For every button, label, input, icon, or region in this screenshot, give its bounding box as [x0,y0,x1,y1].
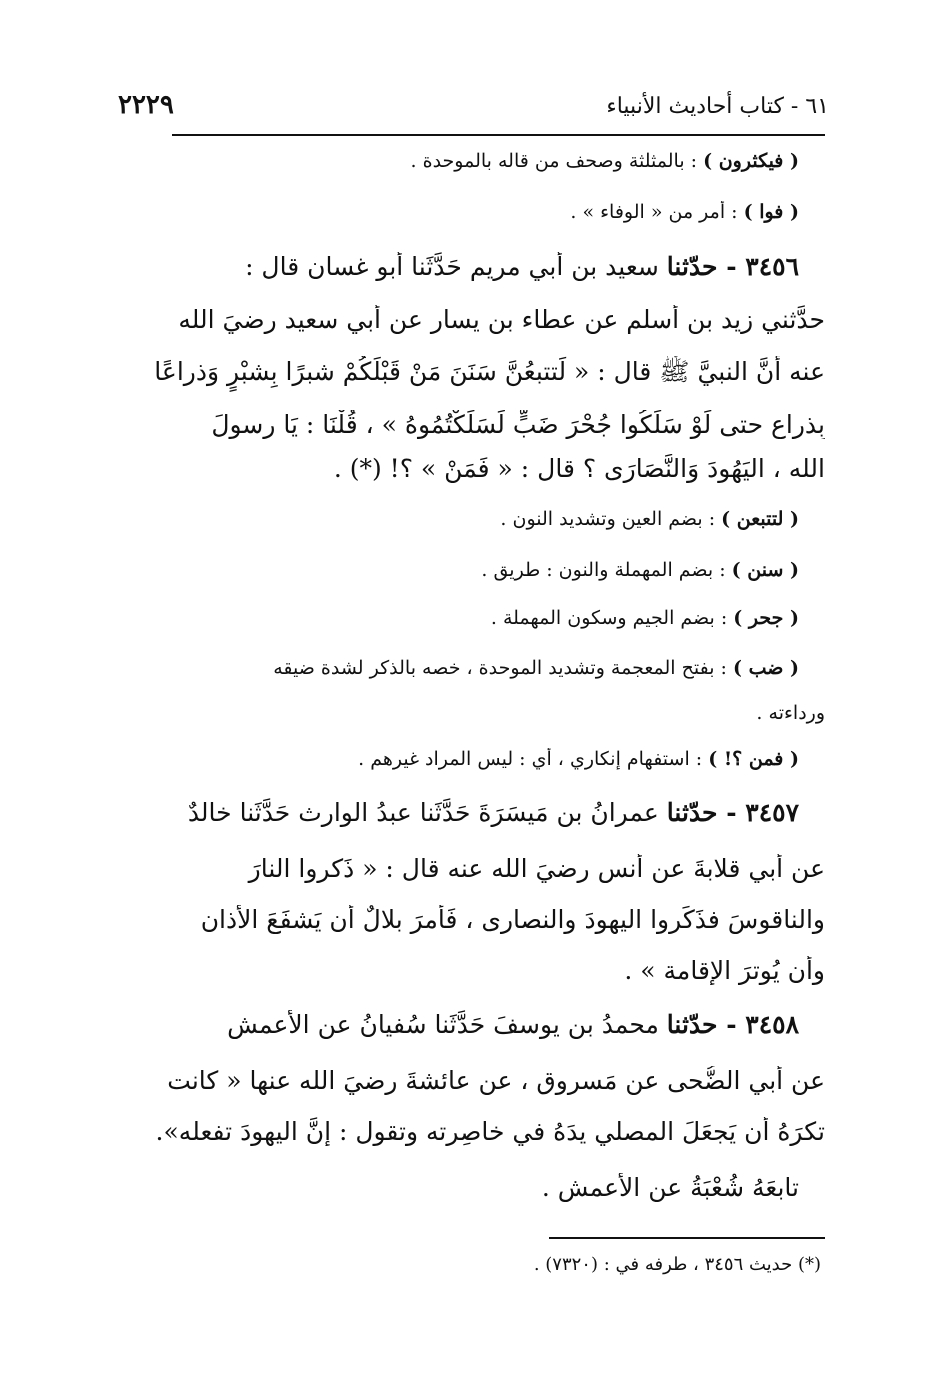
gloss-line: ( سنن ) : بضم المهملة والنون : طريق . [481,559,799,581]
hadith-heading-3458: ٣٤٥٨ - حدّثنا محمدُ بن يوسفَ حَدَّثَنا سُفيانُ عن الأعمشِ [227,1010,799,1039]
gloss-line: ( فوا ) : أمر من « الوفاء » . [570,201,799,223]
hadith-line: والناقوسَ فذَكَروا اليهودَ والنصارى ، فَأُمرَ بلالٌ أَن يَشفَعَ الأَذان [200,905,825,934]
gloss-line: ورداءته . [756,702,825,724]
hadith-line: وأن يُوترَ الإقامة » . [624,956,825,985]
hadith-heading-3456: ٣٤٥٦ - حدّثنا سعيد بن أبي مريم حَدَّثَنا أبو غسان قال : [245,252,799,281]
hadith-line: تكرَهُ أَن يَجعَلَ المصلي يدَهُ في خاصِرته وتقول : إنَّ اليهودَ تفعله». [155,1117,825,1146]
hadith-heading-3457: ٣٤٥٧ - حدّثنا عمرانُ بن مَيسَرَةَ حَدَّثَنا عبدُ الوارث حَدَّثَنا خالدٌ [187,798,799,827]
hadith-line: الله ، اليَهُودَ وَالنَّصَارَى ؟ قال : « فَمَنْ » ؟! (*) . [333,454,825,483]
hadith-line: عنه أنَّ النبيَّ ﷺ قال : « لَتتبعُنَّ سَنَنَ مَنْ قَبْلَكُمْ شبرًا بِشبْرٍ وَذراعًا [154,357,825,386]
footnote-divider [549,1237,825,1239]
page-header [118,88,829,128]
gloss-line: ( ضب ) : بفتح المعجمة وتشديد الموحدة ، خصه بالذكر لشدة ضيقه [273,657,799,679]
hadith-line: حدَّثني زيد بن أسلم عن عطاء بن يسار عن أبي سعيد رضيَ الله [178,305,825,334]
chapter-title: ٦١ - كتاب أحاديث الأنبياء [606,94,829,119]
hadith-line: بِذراعٍ حتى لَوْ سَلَكُوا جُحْرَ ضَبٍّ لَسَلَكْتُمُوهُ » ، قُلْنَا : يَا رسولَ [211,410,825,439]
hadith-line: تابعَهُ شُعْبَةُ عنِ الأعمش . [541,1173,799,1202]
gloss-line: ( فيكثرون ) : بالمثلثة وصحف من قاله بالموحدة . [410,150,799,172]
gloss-line: ( جحر ) : بضم الجيم وسكون المهملة . [490,607,799,629]
gloss-line: ( لتتبعن ) : بضم العين وتشديد النون . [500,508,799,530]
footnote: (*) حديث ٣٤٥٦ ، طرفه في : (٧٣٢٠) . [533,1254,821,1275]
page-number: ٢٢٢٩ [118,90,174,120]
header-divider [172,134,825,136]
hadith-line: عن أبي الضُّحى عن مَسروق ، عن عائشةَ رضيَ الله عنها « كانت [167,1066,825,1095]
gloss-line: ( فمن ؟! ) : استفهام إنكاري ، أي : ليس المراد غيرهم . [358,748,799,770]
hadith-line: عن أبي قلابةَ عن أنسٍ رضيَ الله عنه قال : « ذَكروا النارَ [248,854,825,883]
